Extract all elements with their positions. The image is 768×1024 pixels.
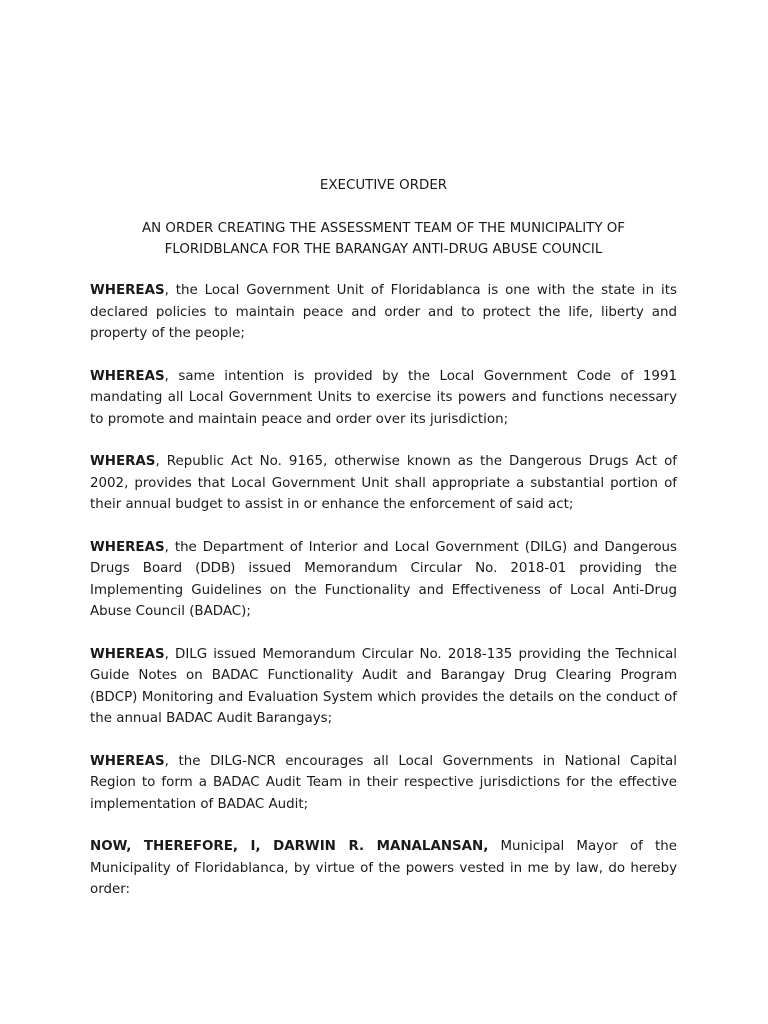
paragraph-text: , Republic Act No. 9165, otherwise known as the Dangerous Drugs Act of 2002, provides that Local Government Unit shall appropriate a substantial portion of their annual budget to assist in or enhance the enforcement of said act;	[90, 454, 677, 512]
whereas-paragraph-5	[90, 644, 677, 730]
paragraph-lead: WHEREAS	[90, 368, 165, 384]
whereas-paragraph-3	[90, 451, 677, 516]
therefore-paragraph	[90, 836, 677, 901]
paragraph-lead: WHEREAS	[90, 646, 165, 662]
paragraph-text: , DILG issued Memorandum Circular No. 2018-135 providing the Technical Guide Notes on BADAC Functionality Audit and Barangay Drug Clearing Program (BDCP) Monitoring and Evaluation System which provides the details on the conduct of the annual BADAC Audit Barangays;	[90, 646, 677, 726]
paragraph-text: Municipal Mayor of the Municipality of Floridablanca, by virtue of the powers vested in me by law, do hereby order:	[90, 839, 677, 897]
paragraph-text: , the Local Government Unit of Floridablanca is one with the state in its declared policies to maintain peace and order and to protect the life, liberty and property of the people;	[90, 283, 677, 341]
document-title: EXECUTIVE ORDER	[319, 178, 448, 193]
whereas-paragraph-1	[90, 280, 677, 345]
whereas-paragraph-6	[90, 751, 677, 816]
whereas-paragraph-2	[90, 366, 677, 431]
paragraph-text: , same intention is provided by the Local Government Code of 1991 mandating all Local Government Units to exercise its powers and functions necessary to promote and maintain peace and order over its jurisdiction;	[90, 368, 677, 427]
document-subtitle-line-2: FLORIDBLANCA FOR THE BARANGAY ANTI-DRUG ABUSE COUNCIL	[164, 242, 603, 257]
paragraph-text: , the Department of Interior and Local Government (DILG) and Dangerous Drugs Board (DDB) issued Memorandum Circular No. 2018-01 providing the Implementing Guidelines on the Functionality and Effectiveness of Local Anti-Drug Abuse Council (BADAC);	[90, 539, 677, 619]
paragraph-lead: WHEREAS	[90, 283, 165, 298]
paragraph-lead: WHEREAS	[90, 539, 165, 555]
document-page	[90, 176, 677, 901]
document-subtitle-line-1: AN ORDER CREATING THE ASSESSMENT TEAM OF THE MUNICIPALITY OF	[141, 221, 626, 236]
document-subtitle	[90, 218, 677, 260]
paragraph-lead: WHEREAS	[90, 753, 165, 769]
paragraph-text: , the DILG-NCR encourages all Local Governments in National Capital Region to form a BADAC Audit Team in their respective jurisdictions for the effective implementation of BADAC Audit;	[90, 753, 677, 812]
paragraph-lead: NOW, THEREFORE, I, DARWIN R. MANALANSAN,	[90, 839, 489, 854]
paragraph-lead: WHERAS	[90, 454, 156, 469]
whereas-paragraph-4	[90, 537, 677, 623]
